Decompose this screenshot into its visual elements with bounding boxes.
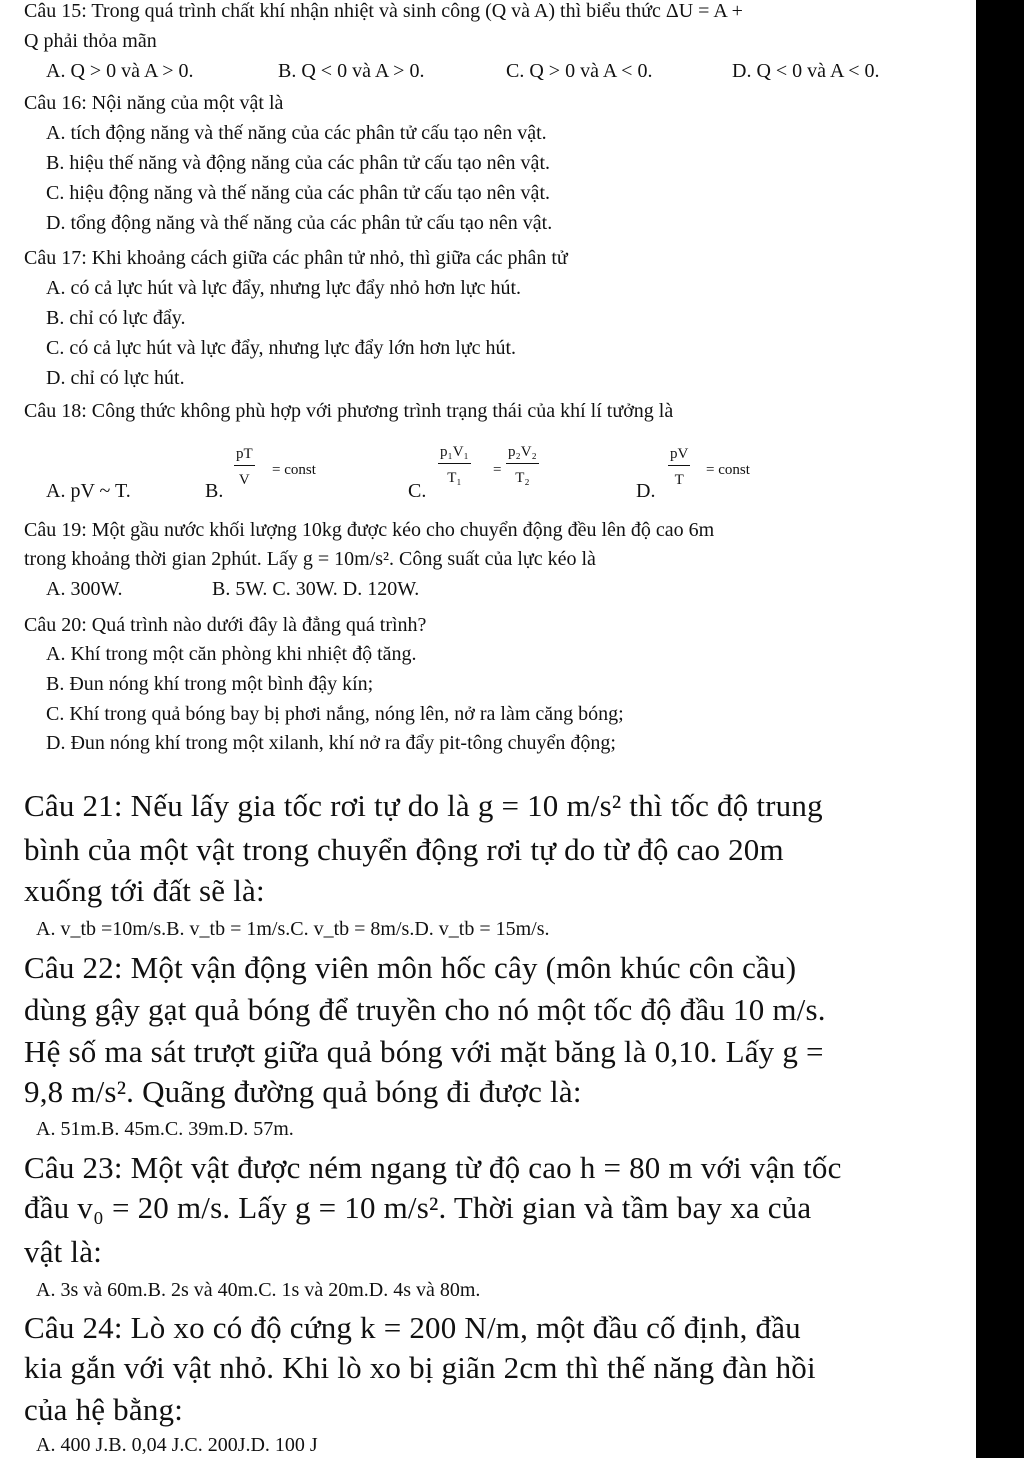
q17-option-b: B. chỉ có lực đẩy.: [46, 307, 186, 329]
q22-line4: 9,8 m/s². Quãng đường quả bóng đi được là:: [24, 1074, 582, 1109]
q19-option-a: A. 300W.: [46, 578, 123, 600]
q20-option-b: B. Đun nóng khí trong một bình đậy kín;: [46, 673, 374, 695]
q23-options: A. 3s và 60m.B. 2s và 40m.C. 1s và 20m.D. 4s và 80m.: [36, 1279, 481, 1301]
q16-option-a: A. tích động năng và thế năng của các phân tử cấu tạo nên vật.: [46, 122, 547, 144]
q16-title: Câu 16: Nội năng của một vật là: [24, 92, 284, 114]
q18-c-numerator2: p₂V₂: [506, 444, 539, 464]
q15-option-a: A. Q > 0 và A > 0.: [46, 60, 194, 82]
q18-c-numerator1: p₁V₁: [438, 444, 471, 464]
q22-line3: Hệ số ma sát trượt giữa quả bóng với mặt băng là 0,10. Lấy g =: [24, 1034, 824, 1069]
q22-line1: Câu 22: Một vận động viên môn hốc cây (môn khúc côn cầu): [24, 950, 797, 985]
q23-line2: đầu v₀ = 20 m/s. Lấy g = 10 m/s². Thời gian và tầm bay xa của: [24, 1190, 812, 1225]
q17-option-a: A. có cả lực hút và lực đẩy, nhưng lực đẩy nhỏ hơn lực hút.: [46, 277, 522, 299]
q21-options: A. v_tb =10m/s.B. v_tb = 1m/s.C. v_tb = 8m/s.D. v_tb = 15m/s.: [36, 918, 550, 940]
q18-d-numerator: pV: [668, 446, 690, 466]
q16-option-c: C. hiệu động năng và thế năng của các phân tử cấu tạo nên vật.: [46, 182, 550, 204]
q22-line2: dùng gậy gạt quả bóng để truyền cho nó một tốc độ đầu 10 m/s.: [24, 992, 826, 1027]
right-black-border: [976, 0, 1024, 1458]
q18-option-b-fraction: [234, 446, 255, 489]
q18-b-denominator: V: [238, 472, 250, 488]
q20-option-d: D. Đun nóng khí trong một xilanh, khí nở ra đẩy pit-tông chuyển động;: [46, 732, 616, 754]
q18-title: Câu 18: Công thức không phù hợp với phương trình trạng thái của khí lí tưởng là: [24, 400, 674, 422]
q17-option-d: D. chỉ có lực hút.: [46, 367, 185, 389]
q24-line1: Câu 24: Lò xo có độ cứng k = 200 N/m, một đầu cố định, đầu: [24, 1310, 801, 1345]
q18-d-tail: = const: [706, 462, 750, 478]
q18-option-d-label: D.: [636, 480, 656, 502]
q18-c-denominator2: T₂: [515, 470, 530, 486]
q18-c-equals: =: [493, 462, 502, 478]
q17-title: Câu 17: Khi khoảng cách giữa các phân tử nhỏ, thì giữa các phân tử: [24, 247, 568, 269]
q18-option-c-label: C.: [408, 480, 427, 502]
q16-option-d: D. tổng động năng và thế năng của các phân tử cấu tạo nên vật.: [46, 212, 553, 234]
q15-option-c: C. Q > 0 và A < 0.: [506, 60, 653, 82]
q19-line2: trong khoảng thời gian 2phút. Lấy g = 10m/s². Công suất của lực kéo là: [24, 548, 596, 570]
q23-line1: Câu 23: Một vật được ném ngang từ độ cao h = 80 m với vận tốc: [24, 1150, 842, 1185]
q18-option-d-fraction: [668, 446, 690, 489]
q20-option-a: A. Khí trong một căn phòng khi nhiệt độ tăng.: [46, 643, 417, 665]
q18-option-c-fraction1: [438, 444, 471, 487]
q18-option-a: A. pV ~ T.: [46, 480, 131, 502]
q24-line3: của hệ bằng:: [24, 1392, 184, 1427]
q15-option-b: B. Q < 0 và A > 0.: [278, 60, 425, 82]
q18-b-numerator: pT: [234, 446, 255, 466]
q18-option-b-label: B.: [205, 480, 224, 502]
q15-line1: Câu 15: Trong quá trình chất khí nhận nhiệt và sinh công (Q và A) thì biểu thức ΔU = A +: [24, 0, 743, 22]
q20-title: Câu 20: Quá trình nào dưới đây là đẳng quá trình?: [24, 614, 427, 636]
q17-option-c: C. có cả lực hút và lực đẩy, nhưng lực đẩy lớn hơn lực hút.: [46, 337, 517, 359]
q18-d-denominator: T: [674, 472, 684, 488]
q22-options: A. 51m.B. 45m.C. 39m.D. 57m.: [36, 1118, 294, 1140]
q16-option-b: B. hiệu thế năng và động năng của các phân tử cấu tạo nên vật.: [46, 152, 550, 174]
q18-option-c-fraction2: [506, 444, 539, 487]
q21-line2: bình của một vật trong chuyển động rơi tự do từ độ cao 20m: [24, 832, 784, 867]
q24-line2: kia gắn với vật nhỏ. Khi lò xo bị giãn 2cm thì thế năng đàn hồi: [24, 1350, 816, 1385]
q21-line1: Câu 21: Nếu lấy gia tốc rơi tự do là g = 10 m/s² thì tốc độ trung: [24, 788, 823, 823]
q19-options-bcd: B. 5W. C. 30W. D. 120W.: [212, 578, 420, 600]
q18-b-tail: = const: [272, 462, 316, 478]
q24-options: A. 400 J.B. 0,04 J.C. 200J.D. 100 J: [36, 1434, 318, 1456]
q15-line2: Q phải thỏa mãn: [24, 30, 157, 52]
q21-line3: xuống tới đất sẽ là:: [24, 873, 265, 908]
q20-option-c: C. Khí trong quả bóng bay bị phơi nắng, nóng lên, nở ra làm căng bóng;: [46, 703, 624, 725]
q19-line1: Câu 19: Một gầu nước khối lượng 10kg được kéo cho chuyển động đều lên độ cao 6m: [24, 519, 715, 541]
q23-line3: vật là:: [24, 1234, 103, 1269]
q18-c-denominator1: T₁: [447, 470, 462, 486]
q15-option-d: D. Q < 0 và A < 0.: [732, 60, 880, 82]
